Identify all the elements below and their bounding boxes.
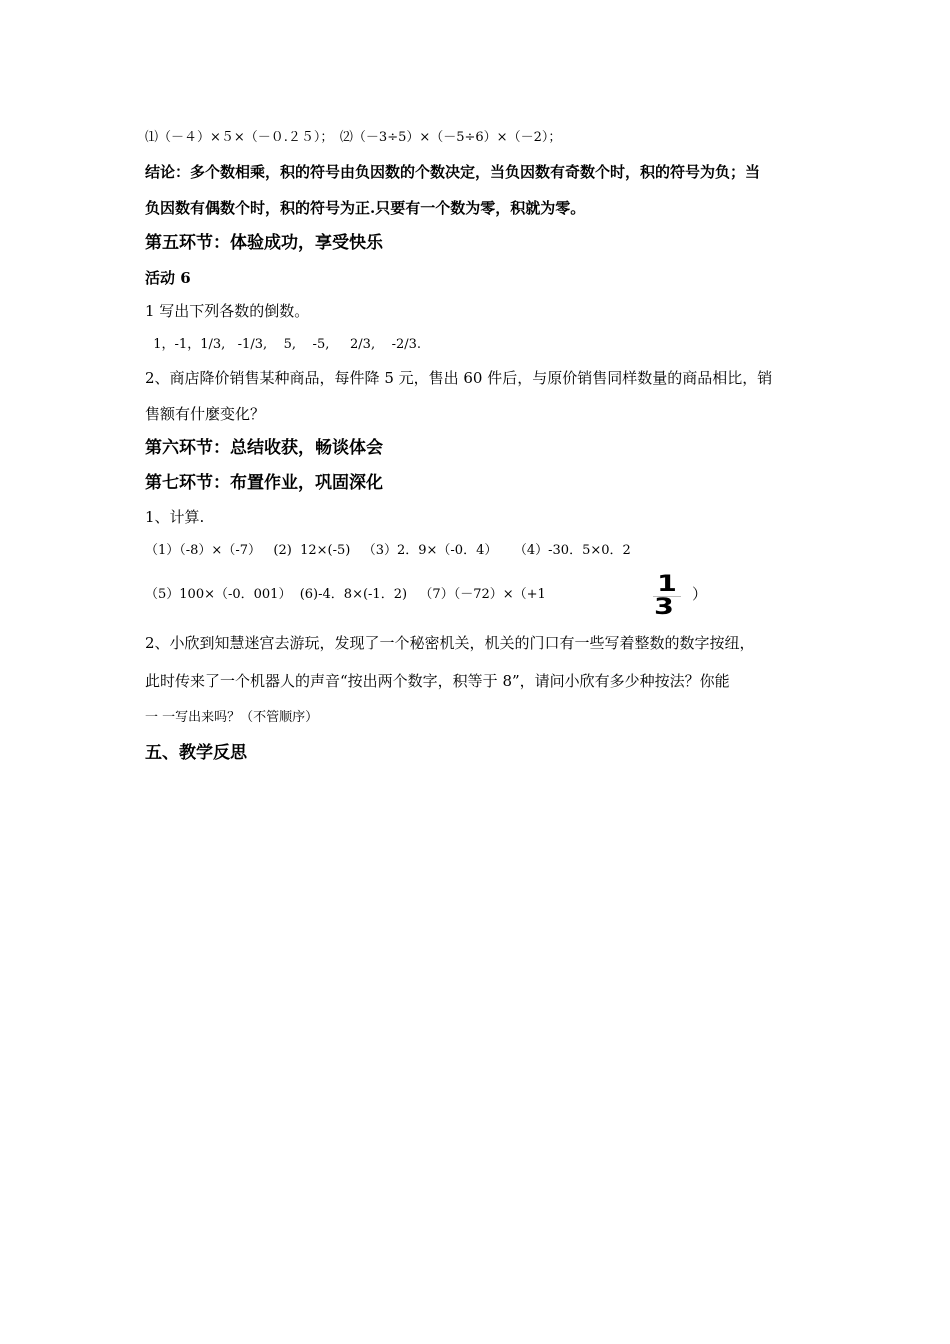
question-2-line-1: 2、商店降价销售某种商品，每件降 5 元，售出 60 件后，与原价销售同样数量的商品相比，销 xyxy=(145,369,773,387)
homework-1: 1、计算. xyxy=(145,508,205,526)
conclusion-line-2: 负因数有偶数个时，积的符号为正.只要有一个数为零，积就为零。 xyxy=(145,199,586,217)
fraction-denominator: 3 xyxy=(654,595,674,620)
conclusion-line-1: 结论：多个数相乘，积的符号由负因数的个数决定，当负因数有奇数个时，积的符号为负；当 xyxy=(145,163,761,181)
section-five-heading: 第五环节：体验成功，享受快乐 xyxy=(145,233,383,253)
fraction-numerator: 1 xyxy=(657,572,677,597)
homework-2-line-1: 2、小欣到知慧迷宫去游玩，发现了一个秘密机关，机关的门口有一些写着整数的数字按纽， xyxy=(145,634,755,652)
homework-1-row-2: （5）100×（-0．001） (6)-4．8×(-1．2) （7）（－72）×（+1 xyxy=(145,587,546,602)
question-2-line-2: 售额有什麼变化？ xyxy=(145,405,266,423)
section-seven-heading: 第七环节：布置作业，巩固深化 xyxy=(145,473,383,493)
fraction-one-third xyxy=(651,574,685,620)
question-1-numbers: 1，-1，1/3, -1/3, 5, -5, 2/3, -2/3. xyxy=(145,337,422,352)
section-six-heading: 第六环节：总结收获，畅谈体会 xyxy=(145,438,383,458)
closing-parenthesis: ） xyxy=(692,585,708,603)
question-1: 1 写出下列各数的倒数。 xyxy=(145,302,310,320)
homework-2-line-3: 一 一写出来吗？（不管顺序） xyxy=(145,710,319,725)
calc-row: ⑴（－４）×５×（－０.２５）； ⑵（－3÷5）×（－5÷6）×（－2）； xyxy=(145,130,562,145)
homework-2-line-2: 此时传来了一个机器人的声音“按出两个数字，积等于 8”，请问小欣有多少种按法？你能 xyxy=(145,672,730,690)
section-reflection-heading: 五、教学反思 xyxy=(145,743,247,763)
homework-1-row-1: （1）（-8）×（-7） (2) 12×(-5) （3）2．9×（-0．4） （4）-30．5×0．2 xyxy=(145,543,631,558)
activity-6-label: 活动 6 xyxy=(145,269,191,287)
